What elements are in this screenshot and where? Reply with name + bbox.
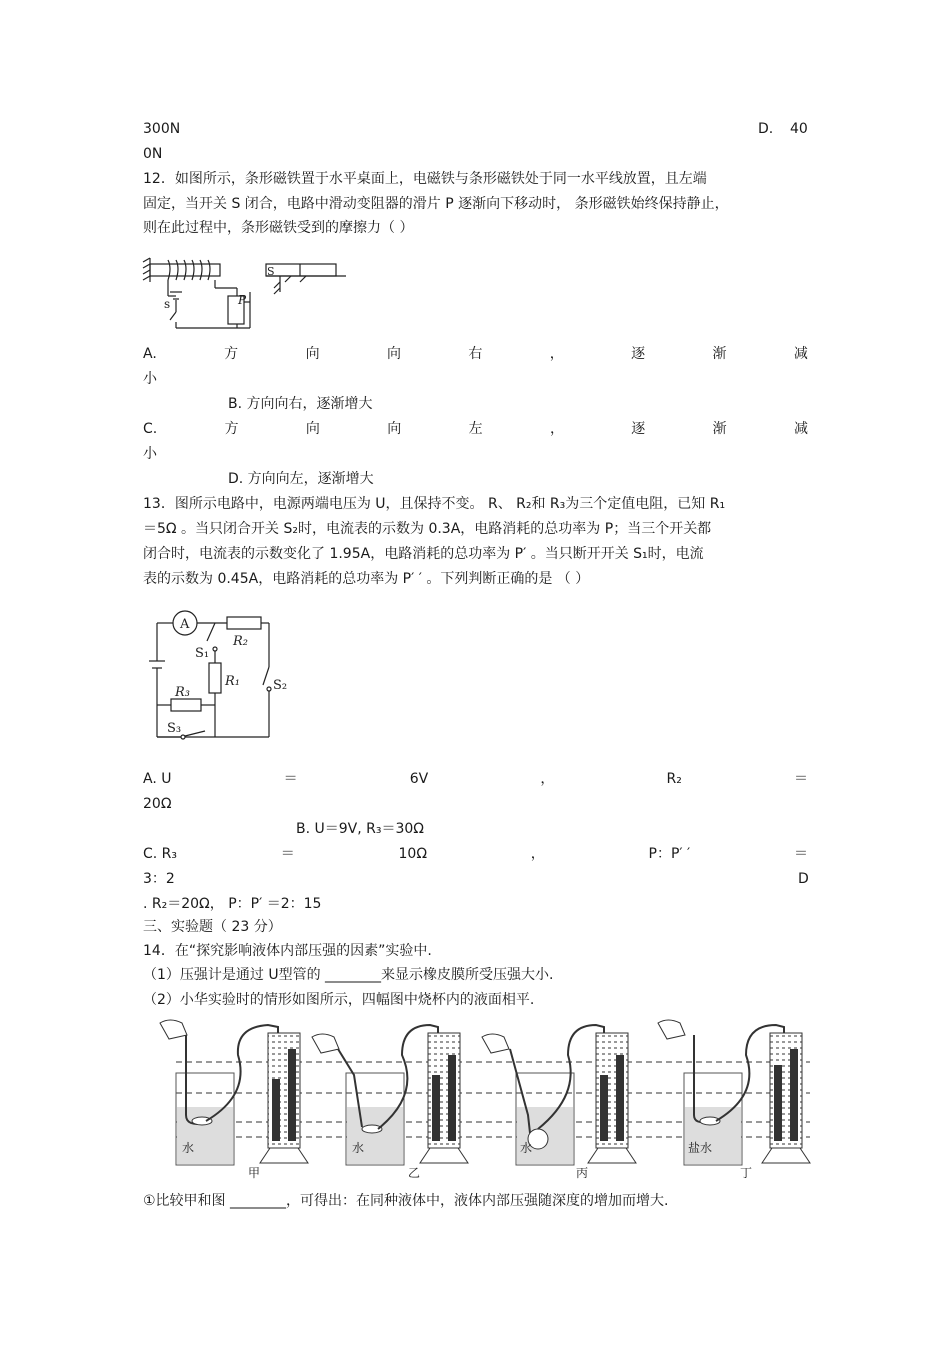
q13-stem-line2: ＝5Ω 。当只闭合开关 S₂时，电流表的示数为 0.3A，电路消耗的总功率为 P；当三个开关都 — [143, 521, 712, 537]
q13-option-c-token: ＝ — [280, 846, 295, 862]
q13-option-a-token: R₂ — [666, 771, 682, 787]
q13-option-c-cont: 3：2 — [143, 871, 175, 887]
q13-option-a-token: 6V — [409, 771, 429, 787]
q13-option-c-token: C. R₃ — [143, 846, 178, 862]
q12-option-c-token: C. — [143, 421, 158, 437]
q12-stem-line2: 固定，当开关 S 闭合，电路中滑动变阻器的滑片 P 逐渐向下移动时， 条形磁铁始终保持静止， — [143, 196, 729, 212]
q12-stem-line3: 则在此过程中，条形磁铁受到的摩擦力（ ） — [143, 220, 414, 236]
q13-option-a-cont: 20Ω — [143, 796, 172, 812]
q12-option-c-token: 渐 — [712, 421, 727, 437]
q12-option-c-token: 方 — [224, 421, 239, 437]
q11-option-d-value: 40 — [790, 121, 808, 137]
q12-option-c-token: 向 — [305, 421, 320, 437]
section-3-title: 三、实验题（ 23 分） — [143, 919, 282, 935]
q12-electromagnet-figure — [140, 252, 350, 334]
q12-option-c-token: ， — [549, 421, 564, 437]
q13-option-b: B. U＝9V, R₃＝30Ω — [296, 821, 424, 837]
q12-option-c-token: 逐 — [631, 421, 646, 437]
q13-s2-label: S₂ — [273, 678, 288, 693]
q12-option-a-token: 逐 — [631, 346, 646, 362]
q13-stem-line1: 13．图所示电路中，电源两端电压为 U，且保持不变。 R、 R₂和 R₃为三个定值电阻，已知 R₁ — [143, 496, 726, 512]
q11-option-c-value: 300N — [143, 121, 181, 137]
q12-option-b: B. 方向向右，逐渐增大 — [228, 396, 373, 412]
q13-option-d: . R₂＝20Ω， P：P′ ＝2：15 — [143, 896, 322, 912]
q14-liquid-label: 水 — [520, 1141, 533, 1155]
q14-panel-caption: 乙 — [408, 1166, 421, 1180]
q11-option-d-label: D. — [758, 121, 774, 137]
q14-panel-bing — [482, 1025, 636, 1165]
q12-option-c-token: 减 — [793, 421, 808, 437]
q13-ammeter-label: A — [180, 617, 190, 632]
q14-liquid-label: 盐水 — [688, 1141, 713, 1155]
q12-option-c — [143, 420, 808, 438]
q13-option-d-letter: D — [798, 871, 809, 887]
q12-stem-line1: 12．如图所示，条形磁铁置于水平桌面上，电磁铁与条形磁铁处于同一水平线放置，且左端 — [143, 171, 707, 187]
q12-option-c-token: 向 — [387, 421, 402, 437]
q12-option-a-token: 方 — [224, 346, 239, 362]
q13-option-c-token: 10Ω — [398, 846, 428, 862]
q13-option-c-token: ， — [530, 846, 545, 862]
q14-panel-caption: 丁 — [740, 1166, 753, 1180]
q14-panel-yi — [312, 1025, 468, 1165]
q13-option-c-token: P：P′ ′ — [648, 846, 691, 862]
q13-option-a — [143, 770, 808, 788]
q13-stem-line4: 表的示数为 0.45A，电路消耗的总功率为 P′ ′ 。下列判断正确的是 （ ） — [143, 571, 590, 587]
q13-r2-label: R₂ — [233, 634, 248, 649]
q12-option-a-token: 右 — [468, 346, 483, 362]
q14-stem-line2: （1）压强计是通过 U型管的 ________来显示橡皮膜所受压强大小. — [143, 967, 554, 983]
q12-option-a-cont: 小 — [143, 371, 157, 387]
q14-stem-line1: 14．在“探究影响液体内部压强的因素”实验中. — [143, 943, 432, 959]
q14-liquid-label: 水 — [182, 1141, 195, 1155]
q13-option-a-token: ， — [540, 771, 555, 787]
q12-option-a-token: 渐 — [712, 346, 727, 362]
q13-option-a-token: ＝ — [793, 771, 808, 787]
q12-option-a-token: 向 — [305, 346, 320, 362]
q13-s3-label: S₃ — [167, 721, 182, 736]
q13-r3-label: R₃ — [175, 685, 190, 700]
q12-slider-label: P — [238, 293, 247, 307]
q14-panel-caption: 丙 — [576, 1166, 589, 1180]
q12-magnet-pole-label: S — [267, 265, 275, 278]
q13-option-c — [143, 845, 808, 863]
q12-option-a-token: 减 — [793, 346, 808, 362]
q14-stem-line3: （2）小华实验时的情形如图所示，四幅图中烧杯内的液面相平. — [143, 992, 535, 1008]
q11-option-d-value-cont: 0N — [143, 146, 163, 162]
q14-question-1: ①比较甲和图 ________，可得出：在同种液体中，液体内部压强随深度的增加而增大. — [143, 1193, 669, 1209]
q13-option-c-token: ＝ — [793, 846, 808, 862]
q12-option-c-token: 左 — [468, 421, 483, 437]
q13-option-a-token: A. U — [143, 771, 172, 787]
q12-option-d: D. 方向向左，逐渐增大 — [228, 471, 374, 487]
q14-pressure-gauge-figure — [140, 1015, 812, 1185]
q13-r1-label: R₁ — [225, 674, 240, 689]
q12-option-a-token: 向 — [386, 346, 401, 362]
q13-stem-line3: 闭合时，电流表的示数变化了 1.95A，电路消耗的总功率为 P′ 。当只断开开关 S₁时，电流 — [143, 546, 704, 562]
q13-s1-label: S₁ — [195, 646, 210, 661]
q12-option-a-token: A. — [143, 346, 157, 362]
q14-panel-caption: 甲 — [248, 1166, 261, 1180]
q13-circuit-figure — [145, 605, 288, 745]
q14-liquid-label: 水 — [352, 1141, 365, 1155]
q13-option-a-token: ＝ — [283, 771, 298, 787]
q12-switch-label: s — [164, 297, 171, 311]
q12-option-c-cont: 小 — [143, 446, 157, 462]
q12-option-a — [143, 345, 808, 363]
q12-option-a-token: ， — [549, 346, 564, 362]
